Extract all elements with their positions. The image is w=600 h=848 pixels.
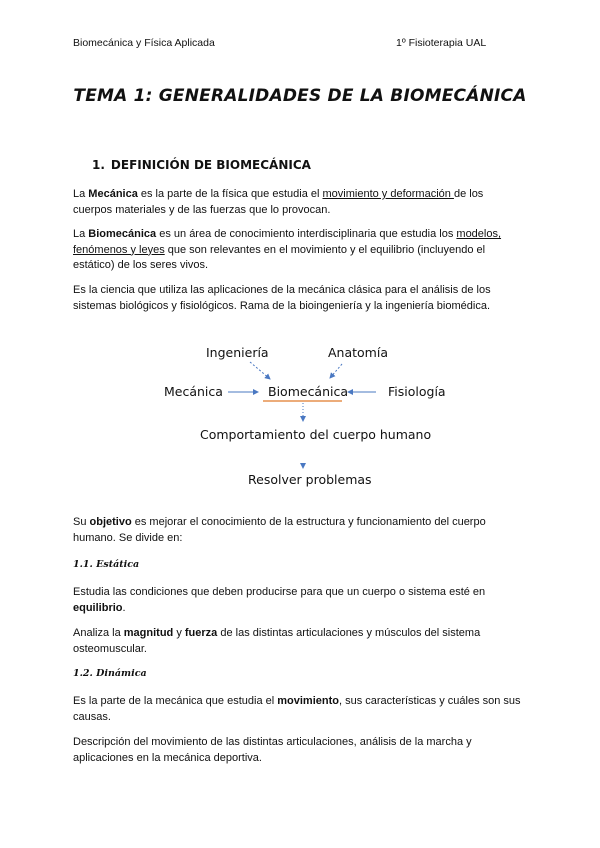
text: y xyxy=(173,627,185,639)
underlined-term: modelos, fenómenos y leyes xyxy=(73,228,502,256)
node-fisiologia: Fisiología xyxy=(388,384,446,399)
bold-term: Biomecánica xyxy=(88,228,157,240)
text: es mejorar el conocimiento de la estructura y funcionamiento del cuerpo humano. Se divide en: xyxy=(73,516,486,544)
text: La xyxy=(73,188,89,200)
node-biomecanica: Biomecánica xyxy=(268,384,349,399)
node-ingenieria: Ingeniería xyxy=(206,345,269,360)
paragraph-objetivo xyxy=(73,515,523,546)
text: de los cuerpos materiales y de las fuerzas que lo provocan. xyxy=(73,188,484,216)
section-number: 1. xyxy=(92,158,105,172)
text: de las distintas articulaciones y músculos del sistema osteomuscular. xyxy=(73,627,481,655)
diagram-arrows xyxy=(0,335,600,495)
header-right: 1º Fisioterapia UAL xyxy=(396,37,487,49)
bold-term: magnitud xyxy=(123,627,174,639)
node-anatomia: Anatomía xyxy=(328,345,388,360)
text: Es la parte de la mecánica que estudia el xyxy=(73,695,278,707)
paragraph-biomecanica xyxy=(73,227,523,274)
paragraph-dinamica-1 xyxy=(73,694,523,725)
bold-term: Mecánica xyxy=(88,188,138,200)
text: . xyxy=(122,601,126,614)
node-resolver: Resolver problemas xyxy=(248,472,372,487)
text: es la parte de la física que estudia el xyxy=(137,188,323,200)
arrow-anatomia xyxy=(330,364,342,378)
header-left: Biomecánica y Física Aplicada xyxy=(73,37,215,49)
subsection-dinamica: 1.2. Dinámica xyxy=(73,668,147,679)
paragraph-ciencia: Es la ciencia que utiliza las aplicaciones de la mecánica clásica para el análisis de los sistemas biológicos y fisiológicos. Rama de la bioingeniería y la ingeniería biomédica. xyxy=(73,284,491,312)
bold-term: movimiento xyxy=(277,695,339,707)
text: Su xyxy=(73,516,90,528)
text: La xyxy=(73,228,89,240)
section-heading xyxy=(92,158,311,172)
bold-term: equilibrio xyxy=(73,601,123,614)
paragraph-estatica-1 xyxy=(73,585,523,616)
subsection-estatica: 1.1. Estática xyxy=(73,559,140,570)
paragraph-dinamica-2: Descripción del movimiento de las distintas articulaciones, análisis de la marcha y aplicaciones en la mecánica deportiva. xyxy=(73,736,472,764)
bold-term: objetivo xyxy=(89,516,132,528)
page-title: TEMA 1: GENERALIDADES DE LA BIOMECÁNICA xyxy=(73,86,527,106)
text: que son relevantes en el movimiento y el equilibrio (incluyendo el estático) de los seres vivos. xyxy=(73,243,486,271)
underlined-term: movimiento y deformación xyxy=(322,188,454,200)
text: Analiza la xyxy=(73,627,124,639)
node-mecanica: Mecánica xyxy=(164,384,223,399)
paragraph-estatica-2 xyxy=(73,626,523,657)
concept-diagram xyxy=(0,335,600,495)
bold-term: fuerza xyxy=(184,627,218,639)
paragraph-mecanica xyxy=(73,187,523,218)
section-title: DEFINICIÓN DE BIOMECÁNICA xyxy=(110,158,311,172)
arrow-ingenieria xyxy=(250,362,270,379)
text: es un área de conocimiento interdisciplinaria que estudia los xyxy=(156,228,457,240)
node-comportamiento: Comportamiento del cuerpo humano xyxy=(200,427,432,442)
text: Estudia las condiciones que deben producirse para que un cuerpo o sistema esté en xyxy=(73,586,486,598)
text: , sus características y cuáles son sus causas. xyxy=(73,695,521,723)
